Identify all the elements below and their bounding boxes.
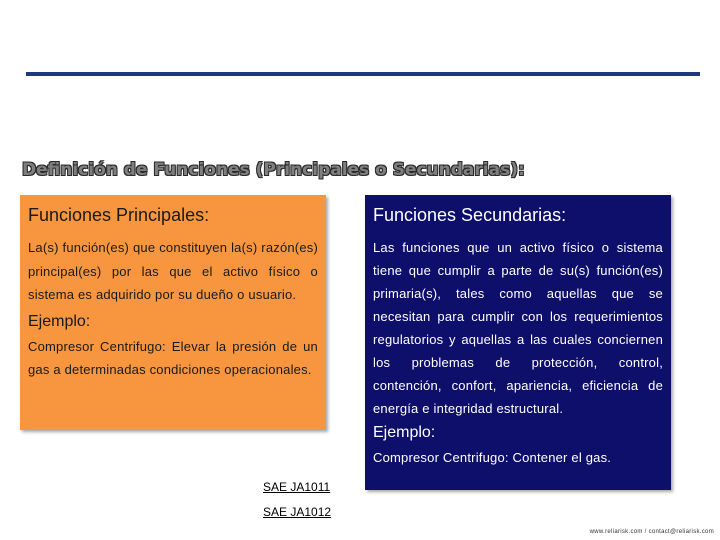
footer-contact: www.reliarisk.com / contact@reliarisk.com [589, 529, 714, 535]
title-divider-line [26, 72, 700, 76]
primary-example-label: Ejemplo: [28, 312, 91, 330]
primary-functions-definition: La(s) función(es) que constituyen la(s) razón(es) principal(es) por las que el activo físico o sistema es adquirido por su dueño o usuario. [28, 240, 318, 302]
secondary-functions-title: Funciones Secundarias: [373, 205, 567, 225]
primary-functions-panel [20, 195, 326, 430]
slide-heading: Definición de Funciones (Principales o Secundarias): [22, 160, 525, 180]
reference-link-sae-ja1011[interactable]: SAE JA1011 [263, 480, 331, 494]
primary-example-text: Compresor Centrifugo: Elevar la presión de un gas a determinadas condiciones operacionales. [28, 338, 318, 377]
secondary-example-text: Compresor Centrifugo: Contener el gas. [373, 450, 612, 465]
secondary-functions-panel [365, 195, 671, 490]
secondary-example-label: Ejemplo: [373, 424, 436, 441]
reference-link-sae-ja1012[interactable]: SAE JA1012 [263, 505, 332, 519]
secondary-functions-definition: Las funciones que un activo físico o sistema tiene que cumplir a parte de su(s) función(es) primaria(s), tales como aquellas que se necesitan para cumplir con los requerimientos regulatorios y aquellas a las cuales conciernen los problemas de protección, control, contención, confort, apariencia, eficiencia de energía e integridad estructural. [373, 240, 663, 416]
primary-functions-title: Funciones Principales: [28, 205, 210, 225]
